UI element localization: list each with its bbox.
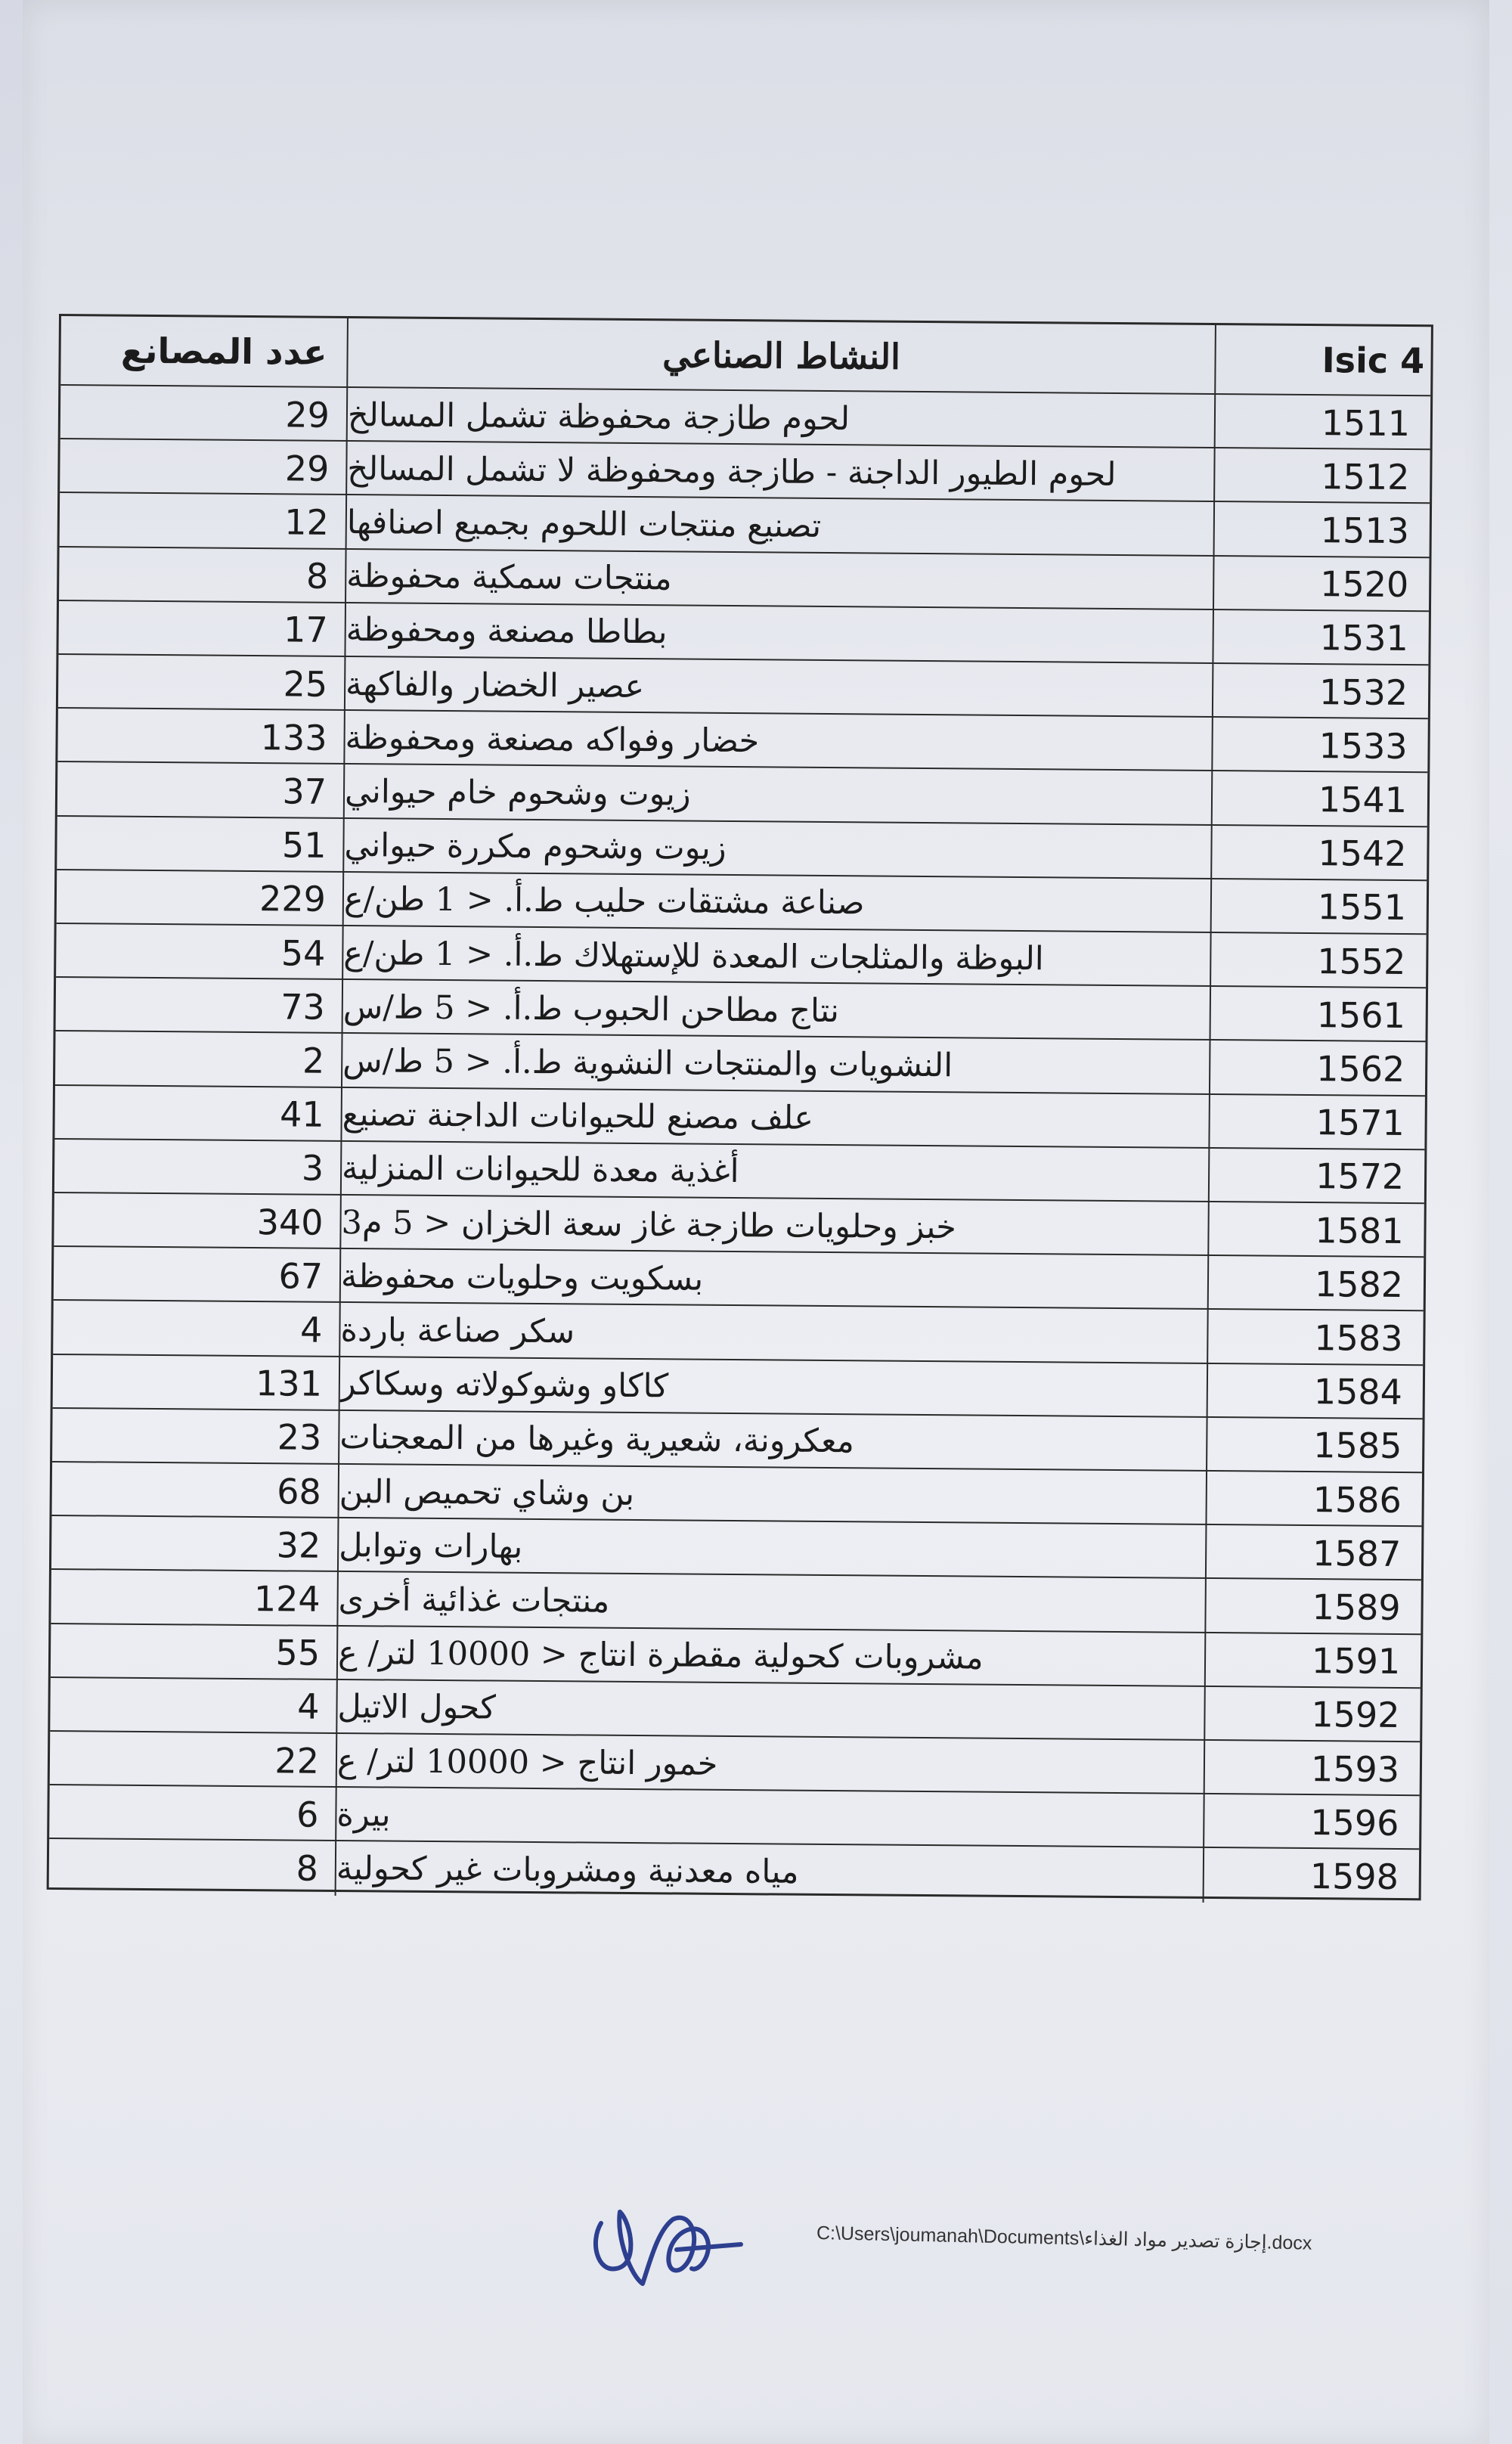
industry-table (47, 314, 1433, 1900)
row-code: 1592 (1311, 1694, 1400, 1736)
row-activity: بيرة (336, 1788, 1205, 1848)
row-activity: نتاج مطاحن الحبوب ط.أ. < 5 ط/س (343, 980, 1212, 1041)
row-code: 1512 (1321, 455, 1410, 498)
row-count: 17 (58, 601, 346, 657)
row-count: 32 (51, 1516, 339, 1572)
row-code: 1533 (1318, 724, 1408, 767)
row-count: 51 (57, 817, 345, 873)
row-code: 1531 (1319, 617, 1408, 659)
row-code: 1513 (1320, 510, 1410, 552)
row-count: 29 (60, 386, 349, 442)
row-activity: عصير الخضار والفاكهة (345, 657, 1214, 718)
row-count: 131 (53, 1355, 341, 1411)
row-count: 2 (55, 1031, 343, 1087)
row-code: 1591 (1311, 1640, 1401, 1683)
signature (586, 2178, 745, 2291)
row-count: 54 (56, 924, 344, 980)
row-activity: زيوت وشحوم مكررة حيواني (344, 819, 1213, 879)
row-activity: منتجات سمكية محفوظة (346, 550, 1215, 610)
row-code: 1571 (1315, 1102, 1405, 1144)
header-code: Isic 4 (1321, 340, 1425, 382)
row-code: 1520 (1320, 563, 1409, 606)
row-code: 1584 (1313, 1371, 1403, 1413)
row-activity: علف مصنع للحيوانات الداجنة تصنيع (342, 1088, 1210, 1149)
table-row (49, 1838, 1420, 1903)
row-count: 3 (54, 1140, 342, 1196)
row-code: 1581 (1315, 1209, 1404, 1251)
row-count: 55 (51, 1624, 339, 1680)
row-activity: صناعة مشتقات حليب ط.أ. < 1 طن/ع (344, 873, 1213, 933)
row-code: 1562 (1316, 1048, 1405, 1090)
row-code: 1541 (1318, 779, 1408, 821)
row-code: 1598 (1309, 1856, 1399, 1897)
row-code: 1561 (1316, 994, 1406, 1036)
row-code: 1542 (1318, 833, 1407, 875)
row-activity: زيوت وشحوم خام حيواني (345, 765, 1213, 825)
row-code: 1596 (1310, 1801, 1399, 1844)
row-activity: بهارات وتوابل (339, 1518, 1207, 1579)
row-code: 1582 (1314, 1263, 1404, 1305)
row-activity: خبز وحلويات طازجة غاز سعة الخزان < 5 م3 (341, 1196, 1210, 1256)
row-activity: سكر صناعة باردة (340, 1303, 1209, 1363)
row-activity: تصنيع منتجات اللحوم بجميع اصنافها (347, 495, 1216, 556)
row-count: 68 (52, 1462, 340, 1518)
row-code: 1585 (1313, 1425, 1402, 1467)
row-code: 1586 (1312, 1478, 1402, 1521)
row-activity: مشروبات كحولية مقطرة انتاج < 10000 لتر/ ع (338, 1627, 1207, 1687)
row-activity: النشويات والمنتجات النشوية ط.أ. < 5 ط/س (342, 1034, 1211, 1094)
row-activity: معكرونة، شعيرية وغيرها من المعجنات (339, 1411, 1208, 1472)
row-count: 4 (50, 1678, 338, 1734)
row-code: 1587 (1312, 1532, 1402, 1574)
row-count: 22 (50, 1732, 338, 1788)
row-activity: بطاطا مصنعة ومحفوظة (345, 603, 1214, 664)
header-activity: النشاط الصناعي (348, 318, 1216, 393)
row-activity: مياه معدنية ومشروبات غير كحولية (336, 1841, 1205, 1902)
row-activity: لحوم طازجة محفوظة تشمل المسالخ (348, 388, 1216, 448)
row-code: 1532 (1318, 671, 1408, 713)
row-count: 29 (60, 439, 348, 495)
row-activity: منتجات غذائية أخرى (338, 1572, 1207, 1633)
row-code: 1589 (1312, 1586, 1401, 1628)
row-activity: كاكاو وشوكولاته وسكاكر (340, 1357, 1209, 1418)
row-activity: لحوم الطيور الداجنة - طازجة ومحفوظة لا تشمل المسالخ (347, 442, 1216, 502)
row-count: 124 (51, 1570, 339, 1626)
row-code: 1583 (1314, 1317, 1403, 1359)
row-activity: خمور انتاج < 10000 لتر/ ع (337, 1734, 1206, 1794)
row-activity: خضار وفواكه مصنعة ومحفوظة (345, 711, 1213, 771)
row-count: 25 (58, 655, 346, 711)
row-count: 133 (57, 709, 345, 765)
row-code: 1593 (1310, 1748, 1400, 1790)
header-count: عدد المصانع (60, 316, 349, 386)
row-code: 1572 (1315, 1155, 1405, 1198)
row-count: 8 (49, 1839, 337, 1895)
row-activity: البوظة والمثلجات المعدة للإستهلاك ط.أ. < 1 طن/ع (343, 926, 1212, 987)
row-activity: بن وشاي تحميص البن (339, 1465, 1207, 1525)
row-activity: أغذية معدة للحيوانات المنزلية (342, 1142, 1210, 1202)
row-count: 340 (54, 1193, 342, 1249)
row-count: 37 (57, 762, 345, 818)
row-activity: بسكويت وحلويات محفوظة (341, 1249, 1210, 1310)
row-code: 1552 (1317, 940, 1406, 982)
row-activity: كحول الاتيل (337, 1680, 1206, 1741)
table-header-row (60, 316, 1431, 395)
row-count: 12 (60, 493, 348, 549)
row-count: 67 (54, 1247, 342, 1303)
row-count: 73 (56, 978, 344, 1034)
row-code: 1551 (1317, 886, 1407, 929)
row-count: 41 (54, 1086, 342, 1142)
document-page (23, 0, 1489, 2444)
row-count: 4 (53, 1301, 341, 1357)
row-code: 1511 (1321, 402, 1411, 444)
row-count: 8 (59, 547, 347, 603)
file-path-footer: C:\Users\joumanah\Documents\إجازة تصدير مواد الغذاء.docx (816, 2222, 1312, 2254)
row-count: 6 (49, 1785, 337, 1841)
row-count: 229 (57, 870, 345, 926)
row-count: 23 (52, 1409, 340, 1465)
